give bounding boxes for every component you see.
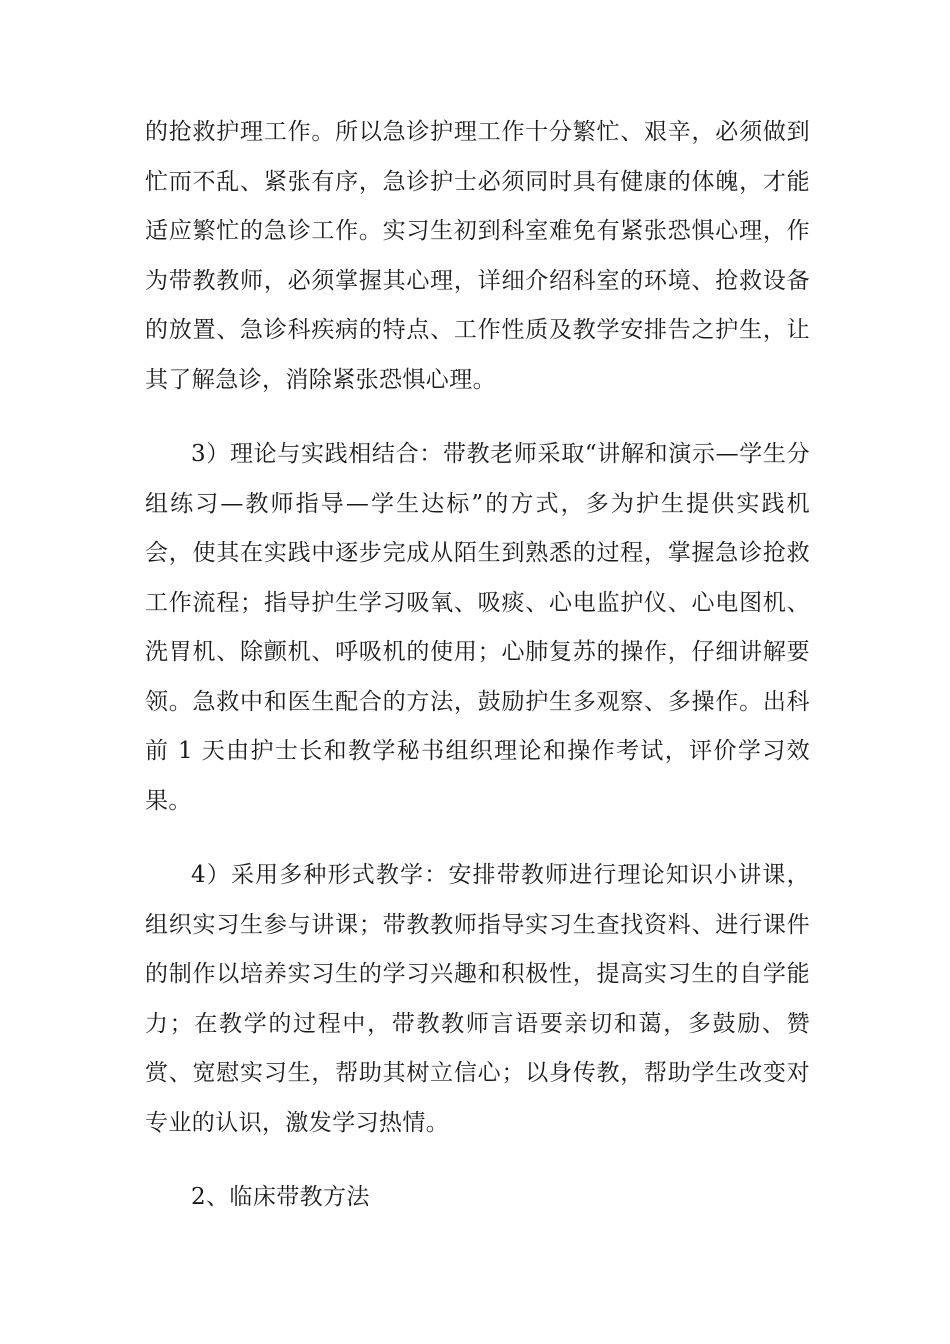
section-heading: 2、临床带教方法 [191, 1184, 370, 1210]
document-body [145, 108, 810, 1223]
paragraph-theory-practice: 3）理论与实践相结合：带教老师采取“讲解和演示—学生分组练习—教师指导—学生达标”的方式，多为护生提供实践机会，使其在实践中逐步完成从陌生到熟悉的过程，掌握急诊抢救工作流程；指导护生学习吸氧、吸痰、心电监护仪、心电图机、洗胃机、除颤机、呼吸机的使用；心肺复苏的操作，仔细讲解要领。急救中和医生配合的方法，鼓励护生多观察、多操作。出科前 1 天由护士长和教学秘书组织理论和操作考试，评价学习效果。 [145, 441, 810, 814]
paragraph-continuation: 的抢救护理工作。所以急诊护理工作十分繁忙、艰辛，必须做到忙而不乱、紧张有序，急诊护士必须同时具有健康的体魄，才能适应繁忙的急诊工作。实习生初到科室难免有紧张恐惧心理，作为带教教师，必须掌握其心理，详细介绍科室的环境、抢救设备的放置、急诊科疾病的特点、工作性质及教学安排告之护生，让其了解急诊，消除紧张恐惧心理。 [145, 119, 810, 393]
paragraph-teaching-forms: 4）采用多种形式教学：安排带教师进行理论知识小讲课，组织实习生参与讲课；带教教师指导实习生查找资料、进行课件的制作以培养实习生的学习兴趣和积极性，提高实习生的自学能力；在教学的过程中，带教教师言语要亲切和蔼，多鼓励、赞赏、宽慰实习生，帮助其树立信心；以身传教，帮助学生改变对专业的认识，激发学习热情。 [145, 862, 810, 1136]
